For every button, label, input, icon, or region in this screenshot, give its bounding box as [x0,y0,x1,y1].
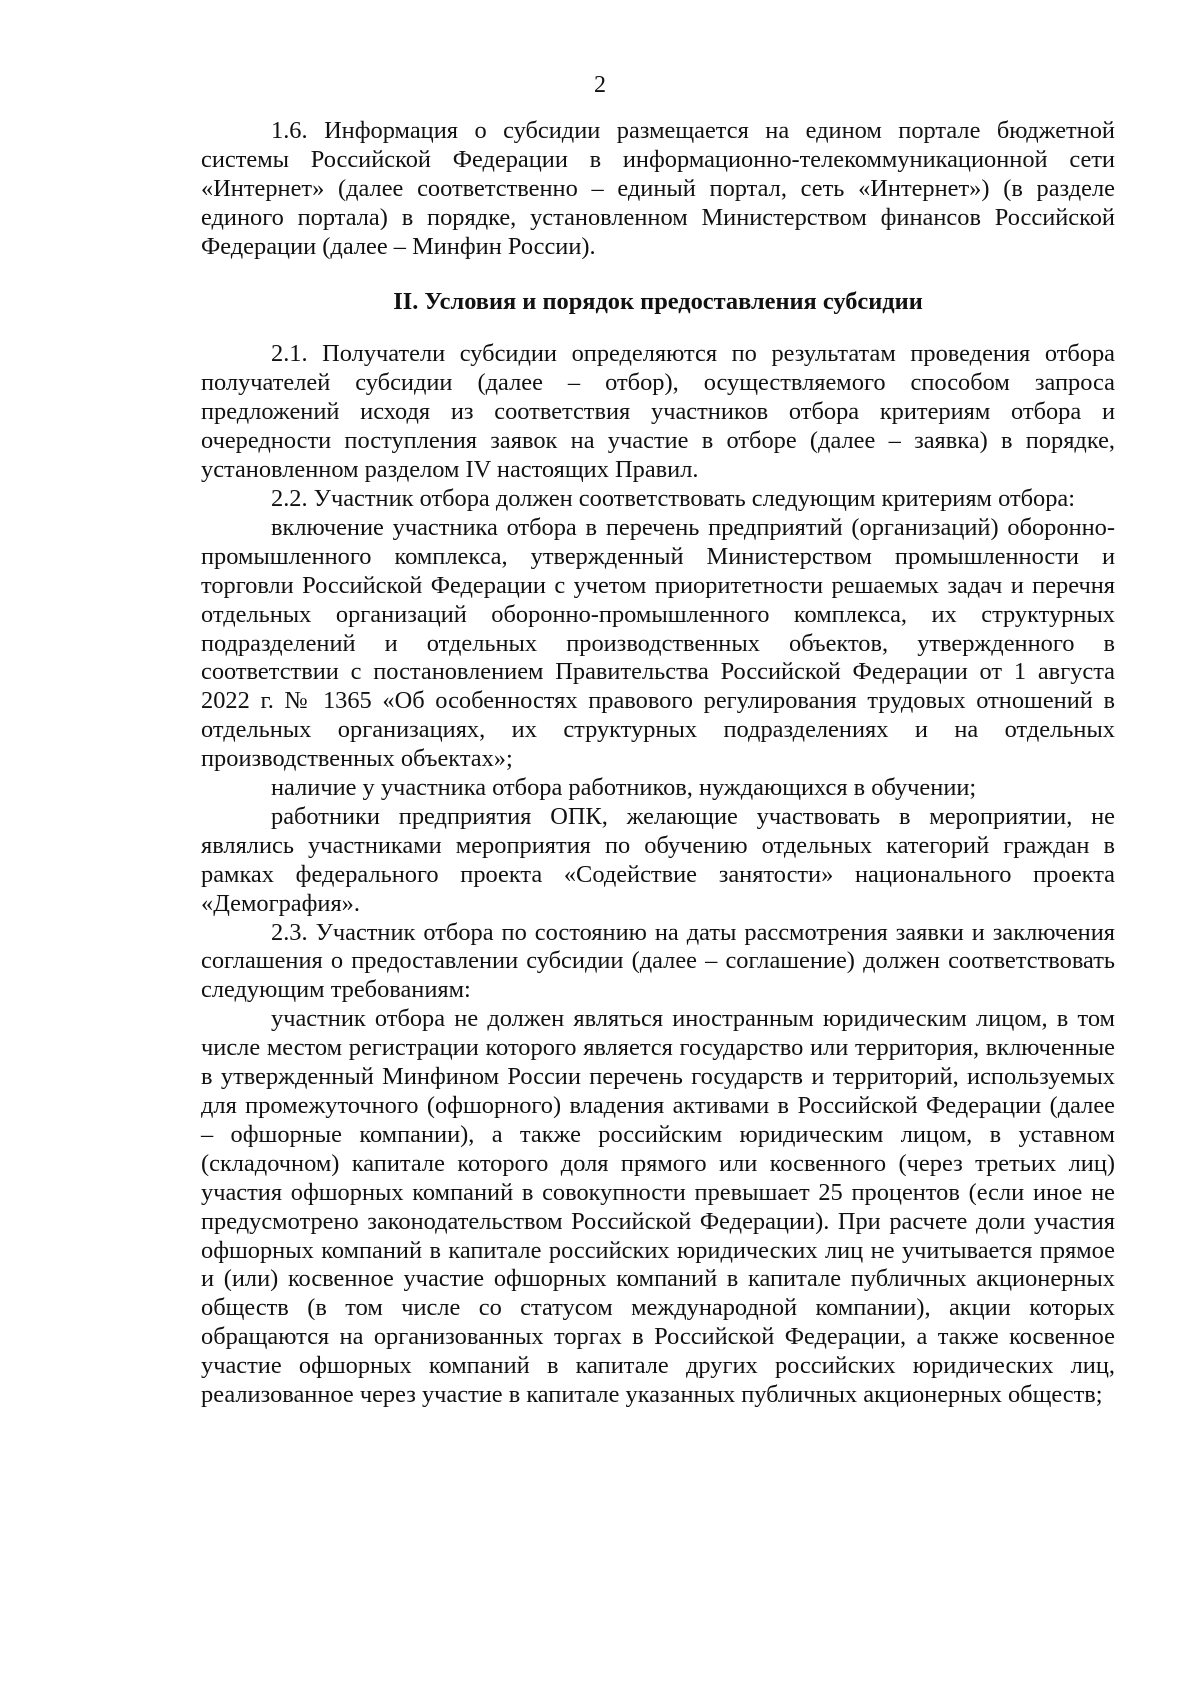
paragraph-1-6: 1.6. Информация о субсидии размещается на едином портале бюджетной системы Российской Федерации в информационно-телекоммуникационной сети «Интернет» (далее соответственно – единый портал, сеть «Интернет») (в разделе единого портала) в порядке, установленном Министерством финансов Российской Федерации (далее – Минфин России). [201,117,1115,260]
paragraph-2-2: 2.2. Участник отбора должен соответствовать следующим критериям отбора: [271,484,1076,512]
document-body [201,117,1115,1410]
requirement-item-foreign-entity: участник отбора не должен являться иностранным юридическим лицом, в том числе местом регистрации которого является государство или территория, включенные в утвержденный Минфином России перечень государств и территорий, используемых для промежуточного (офшорного) владения активами в Российской Федерации (далее – офшорные компании), а также российским юридическим лицом, в уставном (складочном) капитале которого доля прямого или косвенного (через третьих лиц) участия офшорных компаний в совокупности превышает 25 процентов (если иное не предусмотрено законодательством Российской Федерации). При расчете доли участия офшорных компаний в капитале российских юридических лиц не учитывается прямое и (или) косвенное участие офшорных компаний в капитале публичных акционерных обществ (в том числе со статусом международной компании), акции которых обращаются на организованных торгах в Российской Федерации, а также косвенное участие офшорных компаний в капитале других российских юридических лиц, реализованное через участие в капитале указанных публичных акционерных обществ; [201,1005,1115,1409]
section-heading: II. Условия и порядок предоставления субсидии [393,287,923,315]
criteria-item-inclusion: включение участника отбора в перечень предприятий (организаций) оборонно-промышленного комплекса, утвержденный Министерством промышленности и торговли Российской Федерации с учетом приоритетности решаемых задач и перечня отдельных организаций оборонно-промышленного комплекса, их структурных подразделений и отдельных производственных объектов, утвержденного в соответствии с постановлением Правительства Российской Федерации от 1 августа 2022 г. № 1365 «Об особенностях правового регулирования трудовых отношений в отдельных организациях, их структурных подразделениях и на отдельных производственных объектах»; [201,513,1115,773]
paragraph-2-3: 2.3. Участник отбора по состоянию на даты рассмотрения заявки и заключения соглашения о предоставлении субсидии (далее – соглашение) должен соответствовать следующим требованиям: [201,918,1115,1004]
page-number: 2 [594,72,606,98]
paragraph-2-1: 2.1. Получатели субсидии определяются по результатам проведения отбора получателей субсидии (далее – отбор), осуществляемого способом запроса предложений исходя из соответствия участников отбора критериям отбора и очередности поступления заявок на участие в отборе (далее – заявка) в порядке, установленном разделом IV настоящих Правил. [201,340,1115,484]
criteria-item-not-participants: работники предприятия ОПК, желающие участвовать в мероприятии, не являлись участниками мероприятия по обучению отдельных категорий граждан в рамках федерального проекта «Содействие занятости» национального проекта «Демография». [201,802,1115,917]
criteria-item-employees: наличие у участника отбора работников, нуждающихся в обучении; [271,774,977,802]
